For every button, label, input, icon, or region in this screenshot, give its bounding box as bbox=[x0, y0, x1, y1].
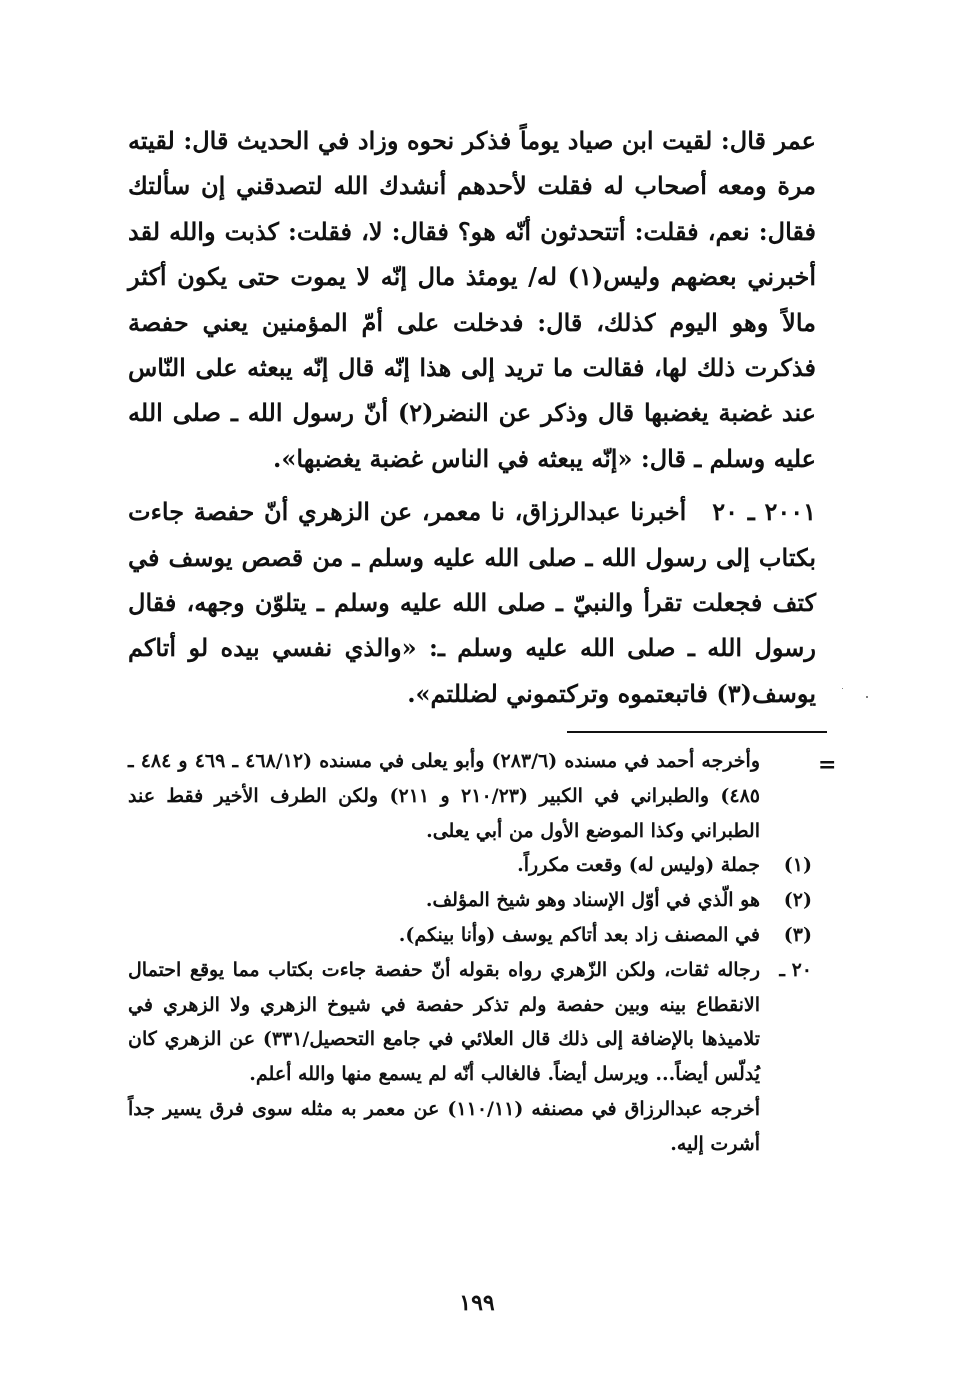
footnote-marker bbox=[760, 1092, 812, 1162]
footnote-marker: (١) bbox=[783, 854, 812, 877]
footnote-text: في المصنف زاد بعد أتاكم يوسف (وأنا بينكم). bbox=[398, 923, 760, 946]
footnote-1 bbox=[128, 848, 812, 883]
footnote-text: رجاله ثقات، ولكن الزّهري رواه بقوله أنّ حفصة جاءت بكتاب مما يوقع احتمال الانقطاع بينه وبين حفصة ولم تذكر حفصة في شيوخ الزهري ولا الزهري في تلاميذها بالإضافة إلى ذلك قال العلائي في جامع التحصيل/٣٣١) عن الزهري كان يُدلّس أيضاً... ويرسل أيضاً. فالغالب أنّه لم يسمع منها والله أعلم. bbox=[128, 958, 760, 1086]
footnote-continuation: وأخرجه أحمد في مسنده (٢٨٣/٦) وأبو يعلى في مسنده (٤٦٨/١٢ ـ ٤٦٩ و ٤٨٤ ـ ٤٨٥) والطبراني في الكبير (٢١٠/٢٣ و ٢١١) ولكن الطرف الأخير فقط عند الطبراني وكذا الموضع الأول من أبي يعلى. bbox=[128, 750, 761, 842]
footnote-hadith-20-source bbox=[128, 1092, 812, 1162]
footnote-separator bbox=[567, 731, 827, 733]
footnotes bbox=[128, 744, 812, 1162]
scan-speck bbox=[842, 688, 843, 689]
hadith-number: ٢٠٠١ ـ ٢٠ bbox=[712, 497, 816, 527]
main-text bbox=[128, 118, 816, 716]
footnote-text: هو الّذي في أوّل الإسناد وهو شيخ المؤلف. bbox=[425, 889, 760, 912]
page-number: ١٩٩ bbox=[459, 1290, 495, 1316]
footnote-2 bbox=[128, 883, 812, 918]
footnote-hadith-20 bbox=[128, 953, 812, 1092]
footnote-marker: (٢) bbox=[783, 889, 812, 912]
footnote-text: أخرجه عبدالرزاق في مصنفه (١١٠/١١) عن معمر به مثله سوى فرق يسير جداً أشرت إليه. bbox=[128, 1097, 760, 1155]
footnote-continuation-marker: = bbox=[818, 752, 837, 778]
footnote-marker: (٣) bbox=[783, 923, 812, 946]
footnote-marker: ٢٠ ـ bbox=[779, 958, 812, 981]
paragraph-continuation: عمر قال: لقيت ابن صياد يوماً فذكر نحوه وزاد في الحديث قال: لقيته مرة ومعه أصحاب له فقلت لأحدهم أنشدك الله لتصدقني إن سألتك فقال: نعم، فقلت: أتتحدثون أنّه هو؟ فقال: لا، فقلت: كذبت والله لقد أخبرني بعضهم وليس(١) له/ يومئذ مال إنّه لا يموت حتى يكون أكثر مالاً وهو اليوم كذلك، قال: فدخلت على أمّ المؤمنين يعني حفصة فذكرت ذلك لها، فقالت ما تريد إلى هذا إنّه قال إنّه يبعثه على النّاس عند غضبة يغضبها قال وذكر عن النضر(٢) أنّ رسول الله ـ صلى الله عليه وسلم ـ قال: «إنّه يبعثه في الناس غضبة يغضبها». bbox=[128, 126, 817, 473]
hadith-paragraph bbox=[128, 489, 816, 716]
footnote-text: جملة (وليس له) وقعت مكرراً. bbox=[517, 854, 760, 877]
scan-speck bbox=[866, 696, 868, 698]
hadith-text: أخبرنا عبدالرزاق، نا معمر، عن الزهري أنّ حفصة جاءت بكتاب إلى رسول الله ـ صلى الله عليه وسلم ـ من قصص يوسف في كتف فجعلت تقرأ والنبيّ ـ صلى الله عليه وسلم ـ يتلوّن وجهه، فقال رسول الله ـ صلى الله عليه وسلم ـ: «والذي نفسي بيده لو أتاكم يوسف(٣) فاتبعتموه وتركتموني لضللتم». bbox=[128, 497, 816, 708]
footnote-3 bbox=[128, 918, 812, 953]
